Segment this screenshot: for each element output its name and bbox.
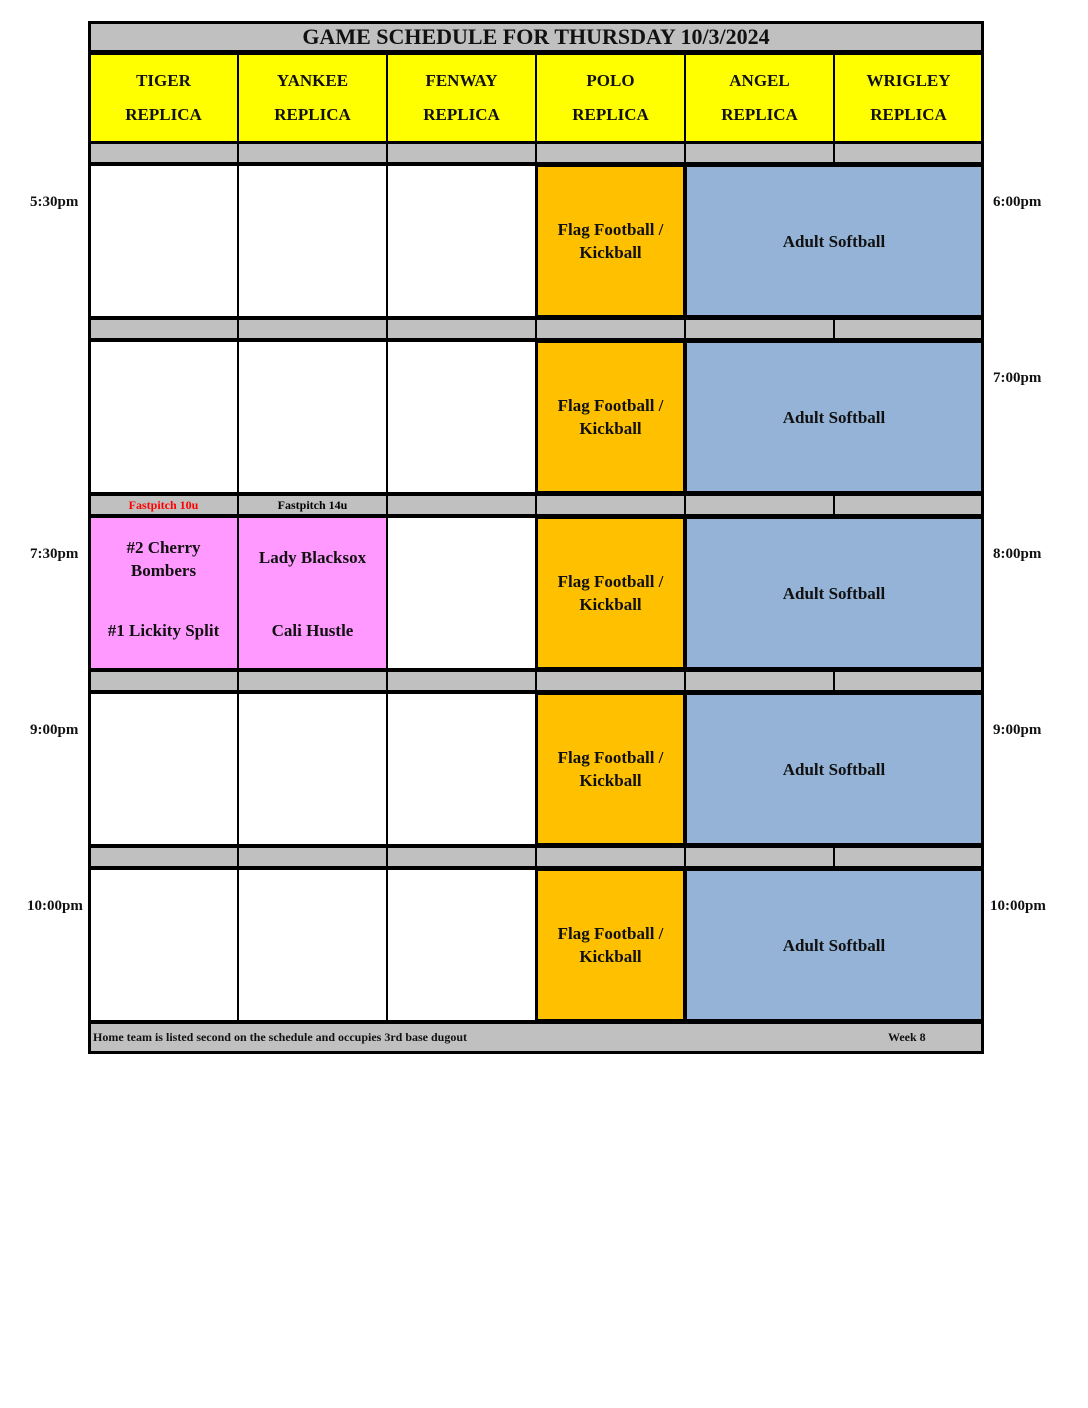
home-team: Cali Hustle: [271, 621, 354, 640]
schedule-title: GAME SCHEDULE FOR THURSDAY 10/3/2024: [88, 21, 984, 53]
field-sub: REPLICA: [870, 105, 947, 124]
left-time-label: 5:30pm: [30, 194, 79, 210]
field-sub: REPLICA: [572, 105, 649, 124]
field-sub: REPLICA: [721, 105, 798, 124]
field-name: TIGER: [136, 71, 191, 90]
home-team: #1 Lickity Split: [107, 621, 220, 640]
division-label-tiger: Fastpitch 10u: [88, 494, 239, 516]
field-sub: REPLICA: [125, 105, 202, 124]
flag-football-slot: Flag Football / Kickball: [535, 692, 686, 846]
right-time-label: 8:00pm: [993, 546, 1042, 562]
right-time-label: 6:00pm: [993, 194, 1042, 210]
field-name: WRIGLEY: [866, 71, 951, 90]
division-label-yankee: Fastpitch 14u: [237, 494, 388, 516]
footer-note: Home team is listed second on the schedule and occupies 3rd base dugout: [93, 1030, 468, 1044]
field-name: FENWAY: [425, 71, 498, 90]
left-time-label: 7:30pm: [30, 546, 79, 562]
adult-softball-slot: Adult Softball: [684, 868, 984, 1022]
flag-football-slot: Flag Football / Kickball: [535, 516, 686, 670]
right-time-label: 10:00pm: [990, 898, 1046, 914]
left-time-label: 10:00pm: [27, 898, 83, 914]
adult-softball-slot: Adult Softball: [684, 692, 984, 846]
left-time-label: 9:00pm: [30, 722, 79, 738]
field-sub: REPLICA: [274, 105, 351, 124]
right-time-label: 7:00pm: [993, 370, 1042, 386]
away-team: #2 Cherry Bombers: [126, 538, 201, 580]
adult-softball-slot: Adult Softball: [684, 516, 984, 670]
schedule-frame: [88, 21, 984, 1054]
flag-football-slot: Flag Football / Kickball: [535, 164, 686, 318]
field-name: ANGEL: [729, 71, 790, 90]
field-name: YANKEE: [276, 71, 349, 90]
right-time-label: 9:00pm: [993, 722, 1042, 738]
field-sub: REPLICA: [423, 105, 500, 124]
adult-softball-slot: Adult Softball: [684, 340, 984, 494]
flag-football-slot: Flag Football / Kickball: [535, 868, 686, 1022]
field-name: POLO: [586, 71, 635, 90]
away-team: Lady Blacksox: [258, 548, 367, 567]
adult-softball-slot: Adult Softball: [684, 164, 984, 318]
week-label: Week 8: [888, 1030, 926, 1044]
flag-football-slot: Flag Football / Kickball: [535, 340, 686, 494]
